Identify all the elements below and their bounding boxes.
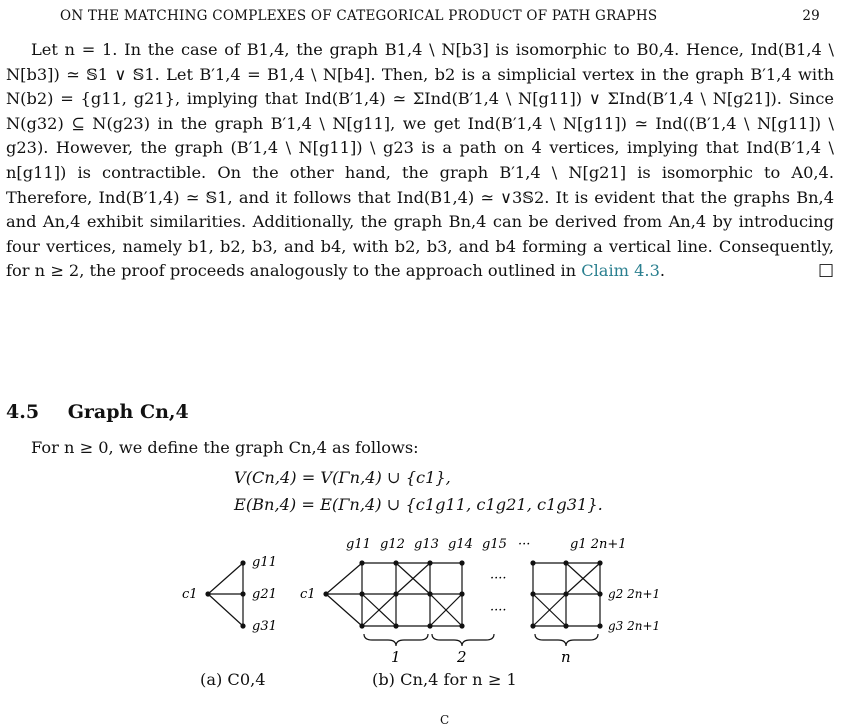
label-g11-b: g11 — [346, 537, 371, 552]
caption-b: (b) Cn,4 for n ≥ 1 — [372, 670, 517, 689]
brace-label-2: 2 — [457, 648, 467, 666]
label-g3-last: g3 2n+1 — [608, 619, 661, 633]
dots-upper: ···· — [490, 571, 507, 586]
label-g21-a: g21 — [252, 587, 277, 602]
label-g15-b: g15 — [482, 537, 507, 552]
section-heading — [6, 401, 189, 423]
proof-paragraph: Let n = 1. In the case of B1,4, the graph B1,4 \ N[b3] is isomorphic to B0,4. Hence, Ind(B1,4 \ N[b3]) ≃ 𝕊1 ∨ 𝕊1. Let B′1,4 = B1,4 \ N[b4]. Then, b2 is a simplicial vertex in the graph B′1,4 with N(b2) = {g11, g21}, implying that Ind(B′1,4) ≃ ΣInd(B′1,4 \ N[g11]) ∨ ΣInd(B′1,4 \ N[g21]). Since N(g32) ⊆ N(g23) in the graph B′1,4 \ N[g11], we get Ind(B′1,4 \ N[g11]) ≃ Ind((B′1,4 \ N[g11]) \ g23). However, the graph (B′1,4 \ N[g11]) \ g23 is a path on 4 vertices, implying that Ind(B′1,4 \ n[g11]) is contractible. On the other hand, the graph B′1,4 \ N[g21] is isomorphic to A0,4. Therefore, Ind(B′1,4) ≃ 𝕊1, and it follows that Ind(B1,4) ≃ ∨3𝕊2. It is evident that the graphs Bn,4 and An,4 exhibit similarities. Additionally, the graph Bn,4 can be derived from An,4 by introducing four vertices, namely b1, b2, b3, and b4, with b2, b3, and b4 forming a vertical line. Consequently, for n ≥ 2, the proof proceeds analogously to the approach outlined in Claim 4.3. □ — [6, 40, 834, 281]
label-top-dots: ··· — [518, 537, 531, 552]
figure — [150, 530, 690, 694]
label-g14-b: g14 — [448, 537, 473, 552]
footer-fragment: C — [440, 713, 450, 727]
brace-label-n: n — [561, 648, 571, 666]
label-c1-b: c1 — [300, 587, 316, 602]
figure-graphs — [150, 530, 690, 690]
claim-link[interactable]: Claim 4.3 — [581, 261, 660, 281]
section-number: 4.5 — [6, 401, 40, 423]
equation-edges: E(Bn,4) = E(Γn,4) ∪ {c1g11, c1g21, c1g31}. — [234, 495, 603, 514]
label-g2-last: g2 2n+1 — [608, 587, 661, 601]
definition-intro: For n ≥ 0, we define the graph Cn,4 as follows: — [31, 438, 419, 457]
header-title: ON THE MATCHING COMPLEXES OF CATEGORICAL PRODUCT OF PATH GRAPHS — [60, 8, 658, 24]
label-g13-b: g13 — [414, 537, 439, 552]
qed-symbol: □ — [817, 260, 834, 281]
label-g12-b: g12 — [380, 537, 405, 552]
label-g11-a: g11 — [252, 555, 277, 570]
page-number: 29 — [802, 8, 820, 24]
label-g31-a: g31 — [252, 619, 277, 634]
brace-label-1: 1 — [391, 648, 401, 666]
label-g1-last: g1 2n+1 — [570, 537, 627, 552]
paragraph-text: Let n = 1. In the case of B1,4, the graph B1,4 \ N[b3] is isomorphic to B0,4. Hence, Ind(B1,4 \ N[b3]) ≃ 𝕊1 ∨ 𝕊1. Let B′1,4 = B1,4 \ N[b4]. Then, b2 is a simplicial vertex in the graph B′1,4 with N(b2) = {g11, g21}, implying that Ind(B′1,4) ≃ ΣInd(B′1,4 \ N[g11]) ∨ ΣInd(B′1,4 \ N[g21]). Since N(g32) ⊆ N(g23) in the graph B′1,4 \ N[g11], we get Ind(B′1,4 \ N[g11]) ≃ Ind((B′1,4 \ N[g11]) \ g23). However, the graph (B′1,4 \ N[g11]) \ g23 is a path on 4 vertices, implying that Ind(B′1,4 \ n[g11]) is contractible. On the other hand, the graph B′1,4 \ N[g21] is isomorphic to A0,4. Therefore, Ind(B′1,4) ≃ 𝕊1, and it follows that Ind(B1,4) ≃ ∨3𝕊2. It is evident that the graphs Bn,4 and An,4 exhibit similarities. Additionally, the graph Bn,4 can be derived from An,4 by introducing four vertices, namely b1, b2, b3, and b4, with b2, b3, and b4 forming a vertical line. Consequently, for n ≥ 2, the proof proceeds analogously to the approach outlined in — [6, 40, 834, 281]
label-c1-a: c1 — [182, 587, 198, 602]
section-title: Graph Cn,4 — [67, 401, 189, 423]
equation-vertices: V(Cn,4) = V(Γn,4) ∪ {c1}, — [234, 468, 451, 487]
graph-c04 — [208, 563, 243, 626]
caption-a: (a) C0,4 — [200, 670, 266, 689]
dots-lower: ···· — [490, 603, 507, 618]
running-header — [60, 8, 820, 24]
graph-cn4 — [326, 563, 600, 646]
